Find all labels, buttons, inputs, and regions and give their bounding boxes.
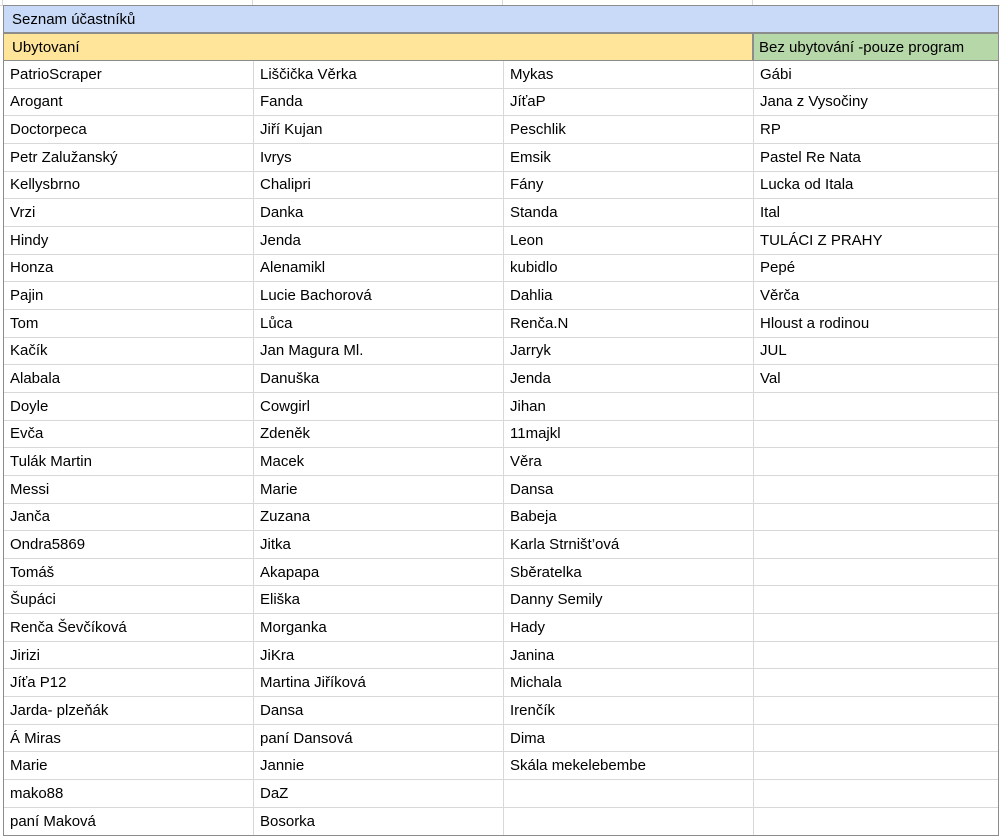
participant-cell[interactable] <box>754 669 998 696</box>
participant-cell[interactable]: Dima <box>504 725 754 752</box>
participant-cell[interactable]: Evča <box>4 421 254 448</box>
table-row <box>4 614 998 642</box>
participant-cell[interactable]: Macek <box>254 448 504 475</box>
participant-cell[interactable]: JíťaP <box>504 89 754 116</box>
participant-cell[interactable]: Doyle <box>4 393 254 420</box>
participant-cell[interactable]: Chalipri <box>254 172 504 199</box>
participant-cell[interactable]: Val <box>760 370 781 388</box>
participant-cell[interactable] <box>754 614 998 641</box>
participant-cell[interactable]: Hady <box>504 614 754 641</box>
participant-cell[interactable]: 11majkl <box>504 421 754 448</box>
participant-cell[interactable]: Honza <box>4 255 254 282</box>
participant-cell[interactable]: Vrzi <box>4 199 254 226</box>
participant-cell[interactable]: Emsik <box>504 144 754 171</box>
participant-cell[interactable]: Sběratelka <box>504 559 754 586</box>
table-row <box>4 282 998 310</box>
participant-cell[interactable]: Jarda- plzeňák <box>4 697 254 724</box>
participant-cell[interactable]: JUL <box>760 342 787 360</box>
participant-cell[interactable]: Věra <box>504 448 754 475</box>
participant-cell[interactable]: Akapapa <box>254 559 504 586</box>
participant-cell[interactable]: Skála mekelebembe <box>504 752 754 779</box>
table-row <box>4 586 998 614</box>
table-row <box>4 697 998 725</box>
not-accommodated-header-cell[interactable]: Bez ubytování -pouze program <box>753 33 999 61</box>
participant-cell[interactable]: Renča Ševčíková <box>4 614 254 641</box>
participant-cell[interactable]: Marie <box>4 752 254 779</box>
participant-cell[interactable]: Alenamikl <box>254 255 504 282</box>
participant-cell[interactable] <box>754 780 998 807</box>
table-row <box>4 752 998 780</box>
participant-cell[interactable]: Doctorpeca <box>4 116 254 143</box>
participant-cell[interactable]: JiKra <box>254 642 504 669</box>
participant-cell[interactable]: Petr Zalužanský <box>4 144 254 171</box>
participant-cell[interactable] <box>754 476 998 503</box>
participant-cell[interactable]: Zdeněk <box>254 421 504 448</box>
participant-cell[interactable]: Renča.N <box>504 310 754 337</box>
participant-cell[interactable]: Jenda <box>254 227 504 254</box>
table-row <box>4 61 998 89</box>
table-row <box>4 227 998 255</box>
participant-cell[interactable]: Lucka od Itala <box>760 176 854 194</box>
participant-cell[interactable]: Lucie Bachorová <box>254 282 504 309</box>
participant-cell[interactable] <box>754 808 998 836</box>
participant-cell[interactable]: Fanda <box>254 89 504 116</box>
participant-cell[interactable]: Marie <box>254 476 504 503</box>
participant-cell[interactable] <box>754 559 998 586</box>
participant-cell[interactable]: Jan Magura Ml. <box>254 338 504 365</box>
participant-cell[interactable]: Danuška <box>254 365 504 392</box>
table-row <box>4 559 998 587</box>
participant-cell[interactable]: Tomáš <box>4 559 254 586</box>
participant-cell[interactable]: paní Dansová <box>254 725 504 752</box>
participant-cell[interactable]: TULÁCI Z PRAHY <box>760 231 883 249</box>
participant-cell[interactable]: Kellysbrno <box>4 172 254 199</box>
participant-cell[interactable]: Arogant <box>4 89 254 116</box>
participant-cell[interactable]: Dansa <box>504 476 754 503</box>
participant-cell[interactable]: RP <box>760 121 781 139</box>
participant-cell[interactable]: Alabala <box>4 365 254 392</box>
participant-cell[interactable]: Šupáci <box>4 586 254 613</box>
participant-cell[interactable]: paní Maková <box>4 808 254 836</box>
participant-cell[interactable]: Jirizi <box>4 642 254 669</box>
participant-cell[interactable]: kubidlo <box>504 255 754 282</box>
participant-cell[interactable] <box>754 393 998 420</box>
participant-cell[interactable]: Dansa <box>254 697 504 724</box>
table-row <box>4 172 998 200</box>
participant-cell[interactable]: Cowgirl <box>254 393 504 420</box>
participant-cell[interactable]: Leon <box>504 227 754 254</box>
participant-cell[interactable]: Danka <box>254 199 504 226</box>
table-row <box>4 365 998 393</box>
participant-cell[interactable] <box>754 642 998 669</box>
participant-cell[interactable] <box>754 586 998 613</box>
table-row <box>4 669 998 697</box>
participant-cell[interactable]: Janina <box>504 642 754 669</box>
participant-cell[interactable]: DaZ <box>254 780 504 807</box>
participant-cell[interactable]: Zuzana <box>254 504 504 531</box>
participant-cell[interactable]: Martina Jiříková <box>254 669 504 696</box>
participant-cell[interactable]: Jannie <box>254 752 504 779</box>
participant-cell[interactable] <box>754 752 998 779</box>
participant-cell[interactable]: Ivrys <box>254 144 504 171</box>
participant-cell[interactable]: Jarryk <box>504 338 754 365</box>
table-row <box>4 448 998 476</box>
participant-cell[interactable]: Bosorka <box>254 808 504 836</box>
table-row <box>4 393 998 421</box>
table-row <box>4 531 998 559</box>
participant-cell[interactable]: Pajin <box>4 282 254 309</box>
participant-cell[interactable] <box>754 531 998 558</box>
participant-cell[interactable]: Karla Strništ’ová <box>504 531 754 558</box>
participant-cell[interactable]: Pastel Re Nata <box>760 148 861 166</box>
participant-cell[interactable] <box>504 808 754 836</box>
participant-cell[interactable]: Jenda <box>504 365 754 392</box>
participant-cell[interactable]: Jana z Vysočiny <box>760 93 868 111</box>
participant-cell[interactable] <box>754 448 998 475</box>
table-row <box>4 476 998 504</box>
participant-grid <box>3 61 999 836</box>
participant-cell[interactable] <box>754 725 998 752</box>
participant-cell[interactable]: Pepé <box>760 259 796 277</box>
table-row <box>4 89 998 117</box>
participant-cell[interactable]: Tom <box>4 310 254 337</box>
participant-cell[interactable]: Peschlik <box>504 116 754 143</box>
participant-cell[interactable]: Věrča <box>760 287 800 305</box>
participant-cell[interactable] <box>504 780 754 807</box>
table-row <box>4 808 998 836</box>
table-row <box>4 504 998 532</box>
accommodated-header-cell[interactable]: Ubytovaní <box>3 33 753 61</box>
participant-cell[interactable]: Mykas <box>504 61 754 88</box>
participant-cell[interactable]: Gábi <box>760 65 792 83</box>
participant-cell[interactable]: Fány <box>504 172 754 199</box>
table-row <box>4 338 998 366</box>
participant-cell[interactable]: Janča <box>4 504 254 531</box>
participant-cell[interactable]: Hindy <box>4 227 254 254</box>
participant-cell[interactable] <box>754 421 998 448</box>
participant-cell[interactable]: PatrioScraper <box>4 61 254 88</box>
participant-cell[interactable]: Morganka <box>254 614 504 641</box>
participant-cell[interactable]: Kačík <box>4 338 254 365</box>
participant-cell[interactable]: Danny Semily <box>504 586 754 613</box>
participant-cell[interactable]: Babeja <box>504 504 754 531</box>
participant-cell[interactable] <box>754 504 998 531</box>
table-row <box>4 310 998 338</box>
table-row <box>4 255 998 283</box>
participant-cell[interactable]: Eliška <box>254 586 504 613</box>
table-row <box>4 199 998 227</box>
participant-cell[interactable]: Jihan <box>504 393 754 420</box>
table-row <box>4 780 998 808</box>
participant-cell[interactable]: Jíťa P12 <box>4 669 254 696</box>
participant-cell[interactable]: Standa <box>504 199 754 226</box>
participant-cell[interactable]: Ital <box>760 204 781 222</box>
participant-cell[interactable]: Tulák Martin <box>4 448 254 475</box>
participant-cell[interactable]: Lůca <box>254 310 504 337</box>
participant-cell[interactable]: Jitka <box>254 531 504 558</box>
participant-cell[interactable]: mako88 <box>4 780 254 807</box>
table-row <box>4 421 998 449</box>
table-row <box>4 116 998 144</box>
participant-cell[interactable]: Dahlia <box>504 282 754 309</box>
participant-cell[interactable]: Michala <box>504 669 754 696</box>
participant-cell[interactable]: Hloust a rodinou <box>760 314 870 332</box>
table-row <box>4 642 998 670</box>
participant-cell[interactable]: Jiří Kujan <box>254 116 504 143</box>
table-row <box>4 725 998 753</box>
participant-cell[interactable]: Messi <box>4 476 254 503</box>
participant-cell[interactable]: Á Miras <box>4 725 254 752</box>
sheet-title-cell[interactable]: Seznam účastníků <box>3 5 999 33</box>
table-row <box>4 144 998 172</box>
participant-cell[interactable]: Ondra5869 <box>4 531 254 558</box>
participant-cell[interactable] <box>754 697 998 724</box>
participant-cell[interactable]: Irenčík <box>504 697 754 724</box>
participant-cell[interactable]: Liščička Věrka <box>254 61 504 88</box>
